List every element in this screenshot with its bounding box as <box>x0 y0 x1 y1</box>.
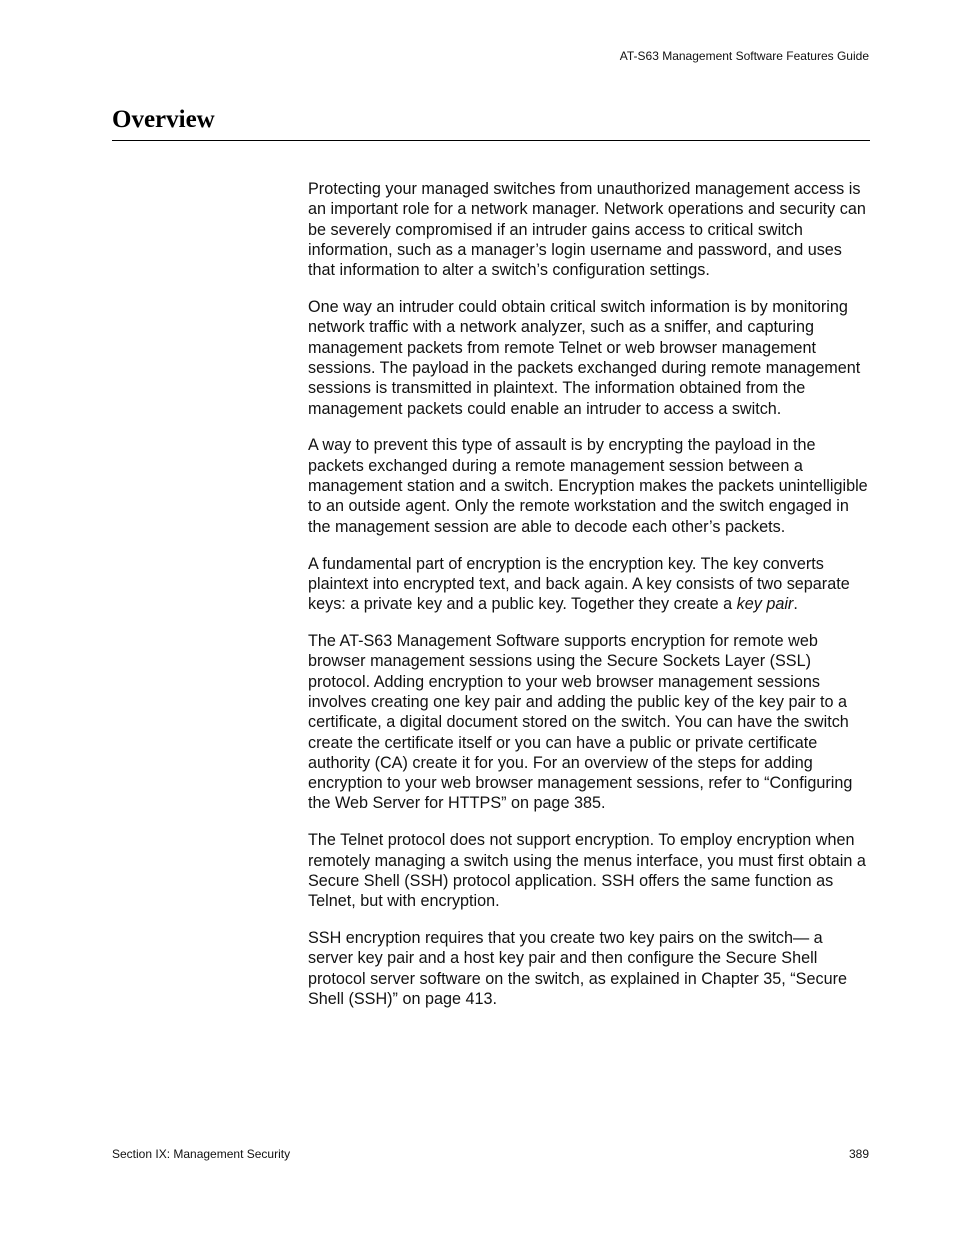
paragraph-6: The Telnet protocol does not support encryption. To employ encryption when remotely managing a switch using the menus interface, you must first obtain a Secure Shell (SSH) protocol application. SSH offers the same function as Telnet, but with encryption. <box>308 831 866 911</box>
paragraph-4-text: A fundamental part of encryption is the encryption key. The key converts plaintext into encrypted text, and back again. A key consists of two separate keys: a private key and a public key. Together they create a <box>308 554 850 614</box>
title-rule <box>112 140 870 141</box>
paragraph-4-end: . <box>793 595 798 614</box>
section-title: Overview <box>112 106 215 133</box>
paragraph-4 <box>308 554 870 615</box>
paragraph-3: A way to prevent this type of assault is by encrypting the payload in the packets exchanged during a remote management session between a management station and a switch. Encryption makes the packets unintelligible to an outside agent. Only the remote workstation and the switch engaged in the management session are able to decode each other’s packets. <box>308 436 868 536</box>
paragraph-1: Protecting your managed switches from unauthorized management access is an important role for a network manager. Network operations and security can be severely compromised if an intruder gains access to critical switch information, such as a manager’s login username and password, and uses that information to alter a switch’s configuration settings. <box>308 180 866 280</box>
paragraph-5: The AT-S63 Management Software supports encryption for remote web browser management sessions using the Secure Sockets Layer (SSL) protocol. Adding encryption to your web browser management sessions involves creating one key pair and adding the public key of the key pair to a certificate, a digital document stored on the switch. You can have the switch create the certificate itself or you can have a public or private certificate authority (CA) create it for you. For an overview of the steps for adding encryption to your web browser management sessions, refer to “Configuring the Web Server for HTTPS” on page 385. <box>308 632 853 813</box>
page-number: 389 <box>848 1147 869 1161</box>
body-text <box>308 179 870 1026</box>
paragraph-2: One way an intruder could obtain critical switch information is by monitoring network traffic with a network analyzer, such as a sniffer, and capturing management packets from remote Telnet or web browser management sessions. The payload in the packets exchanged during remote management sessions is transmitted in plaintext. The information obtained from the management packets could enable an intruder to access a switch. <box>308 298 861 418</box>
key-pair-term: key pair <box>736 595 794 614</box>
paragraph-7: SSH encryption requires that you create two key pairs on the switch— a server key pair and a host key pair and then configure the Secure Shell protocol server software on the switch, as explained in Chapter 35, “Secure Shell (SSH)” on page 413. <box>308 929 847 1008</box>
footer-section-label: Section IX: Management Security <box>112 1147 291 1161</box>
running-header: AT-S63 Management Software Features Guide <box>619 49 869 63</box>
